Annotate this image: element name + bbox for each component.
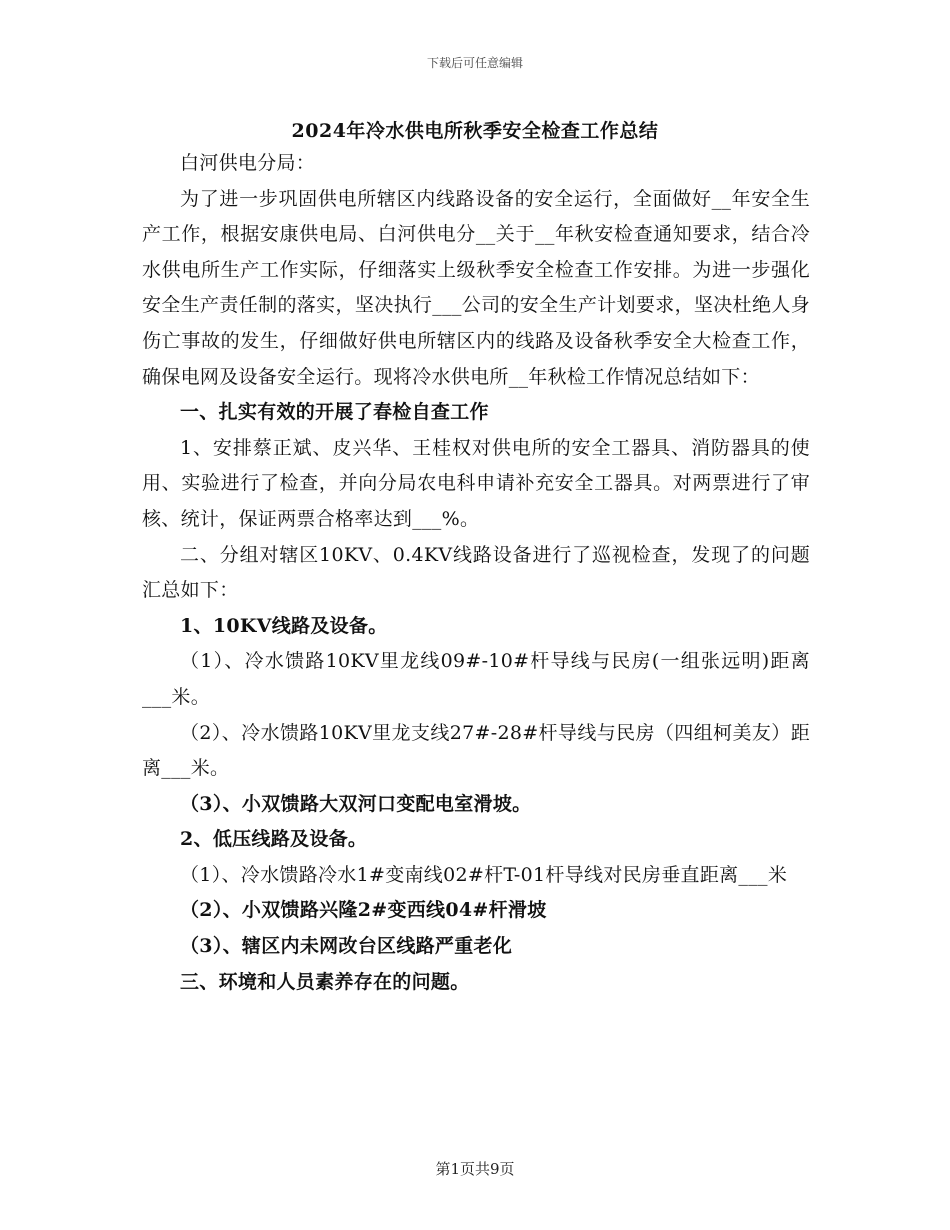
page-footer: 第1页共9页 [435,1160,515,1178]
section-heading-3: 三、环境和人员素养存在的问题。 [180,970,470,993]
addressee: 白河供电分局： [180,152,316,174]
section-2-heading: 二、分组对辖区10KV、0.4KV线路设备进行了巡视检查，发现了的问题汇总如下： [142,543,810,602]
list-item: （1）、冷水馈路10KV里龙线09#-10#杆导线与民房(一组张远明)距离___米。 [142,650,810,708]
subheading-low-voltage: 2、低压线路及设备。 [180,828,368,851]
intro-paragraph: 为了进一步巩固供电所辖区内线路设备的安全运行，全面做好__年安全生产工作，根据安康供电局、白河供电分__关于__年秋安检查通知要求，结合冷水供电所生产工作实际，仔细落实上级秋季安全检查工作安排。为进一步强化安全生产责任制的落实，坚决执行___公司的安全生产计划要求，坚决杜绝人身伤亡事故的发生，仔细做好供电所辖区内的线路及设备秋季安全大检查工作，确保电网及设备安全运行。现将冷水供电所__年秋检工作情况总结如下： [142,187,810,388]
document-body [142,146,810,1000]
section-heading-1: 一、扎实有效的开展了春检自查工作 [180,401,489,424]
list-item: （3）、辖区内未网改台区线路严重老化 [180,935,513,958]
list-item: （1）、冷水馈路冷水1#变南线02#杆T-01杆导线对民房垂直距离___米 [180,863,788,886]
document-title: 2024年冷水供电所秋季安全检查工作总结 [291,120,659,142]
header-note: 下载后可任意编辑 [426,56,523,70]
list-item: （2）、小双馈路兴隆2#变西线04#杆滑坡 [180,899,547,922]
section-1-paragraph: 1、安排蔡正斌、皮兴华、王桂权对供电所的安全工器具、消防器具的使用、实验进行了检查，并向分局农电科申请补充安全工器具。对两票进行了审核、统计，保证两票合格率达到___%。 [142,436,810,530]
list-item: （2）、冷水馈路10KV里龙支线27#-28#杆导线与民房（四组柯美友）距离___米。 [142,721,810,780]
list-item: （3）、小双馈路大双河口变配电室滑坡。 [180,792,532,815]
subheading-10kv: 1、10KV线路及设备。 [180,614,388,637]
